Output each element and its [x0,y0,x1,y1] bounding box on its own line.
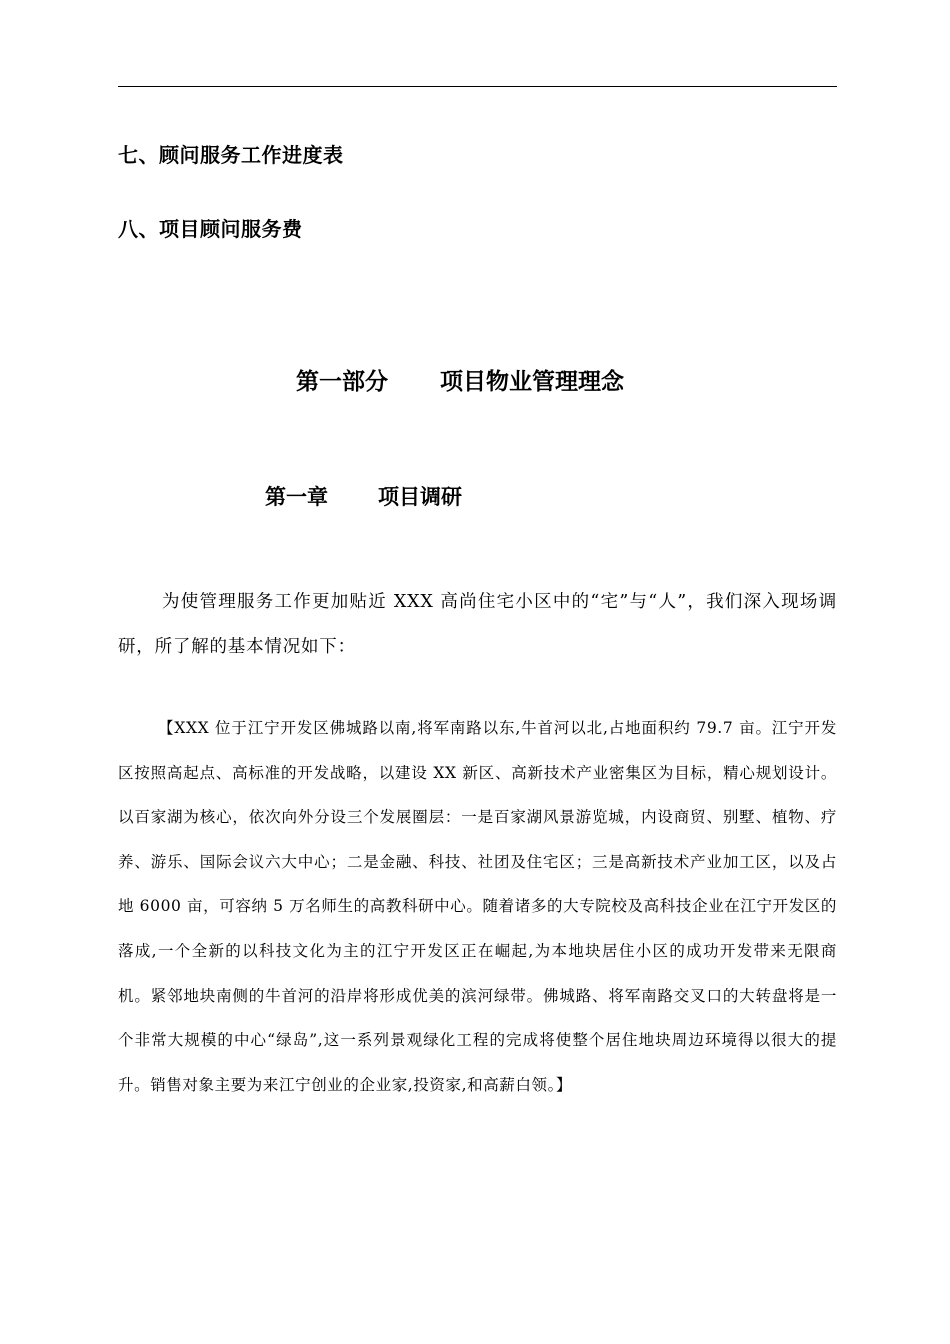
header-rule [118,86,837,87]
chapter-title: 项目调研 [378,485,462,509]
part-heading [296,363,624,396]
part-title: 项目物业管理理念 [440,369,624,395]
part-number: 第一部分 [296,369,388,395]
intro-paragraph: 为使管理服务工作更加贴近 XXX 高尚住宅小区中的“宅”与“人”，我们深入现场调研，所了解的基本情况如下： [118,592,837,657]
project-description-paragraph: 【XXX 位于江宁开发区佛城路以南,将军南路以东,牛首河以北,占地面积约 79.7 亩。江宁开发区按照高起点、高标准的开发战略，以建设 XX 新区、高新技术产业密集区为目标，精心规划设计。以百家湖为核心，依次向外分设三个发展圈层：一是百家湖风景游览城，内设商贸、别墅、植物、疗养、游乐、国际会议六大中心；二是金融、科技、社团及住宅区；三是高新技术产业加工区，以及占地 6000 亩，可容纳 5 万名师生的高教科研中心。随着诸多的大专院校及高科技企业在江宁开发区的落成,一个全新的以科技文化为主的江宁开发区正在崛起,为本地块居住小区的成功开发带来无限商机。紧邻地块南侧的牛首河的沿岸将形成优美的滨河绿带。佛城路、将军南路交叉口的大转盘将是一个非常大规模的中心“绿岛”,这一系列景观绿化工程的完成将使整个居住地块周边环境得以很大的提升。销售对象主要为来江宁创业的企业家,投资家,和高薪白领。】 [118,719,837,1094]
chapter-number: 第一章 [265,485,328,509]
toc-item-7: 七、顾问服务工作进度表 [118,143,344,167]
chapter-heading [265,481,462,511]
toc-item-8: 八、项目顾问服务费 [118,217,303,241]
